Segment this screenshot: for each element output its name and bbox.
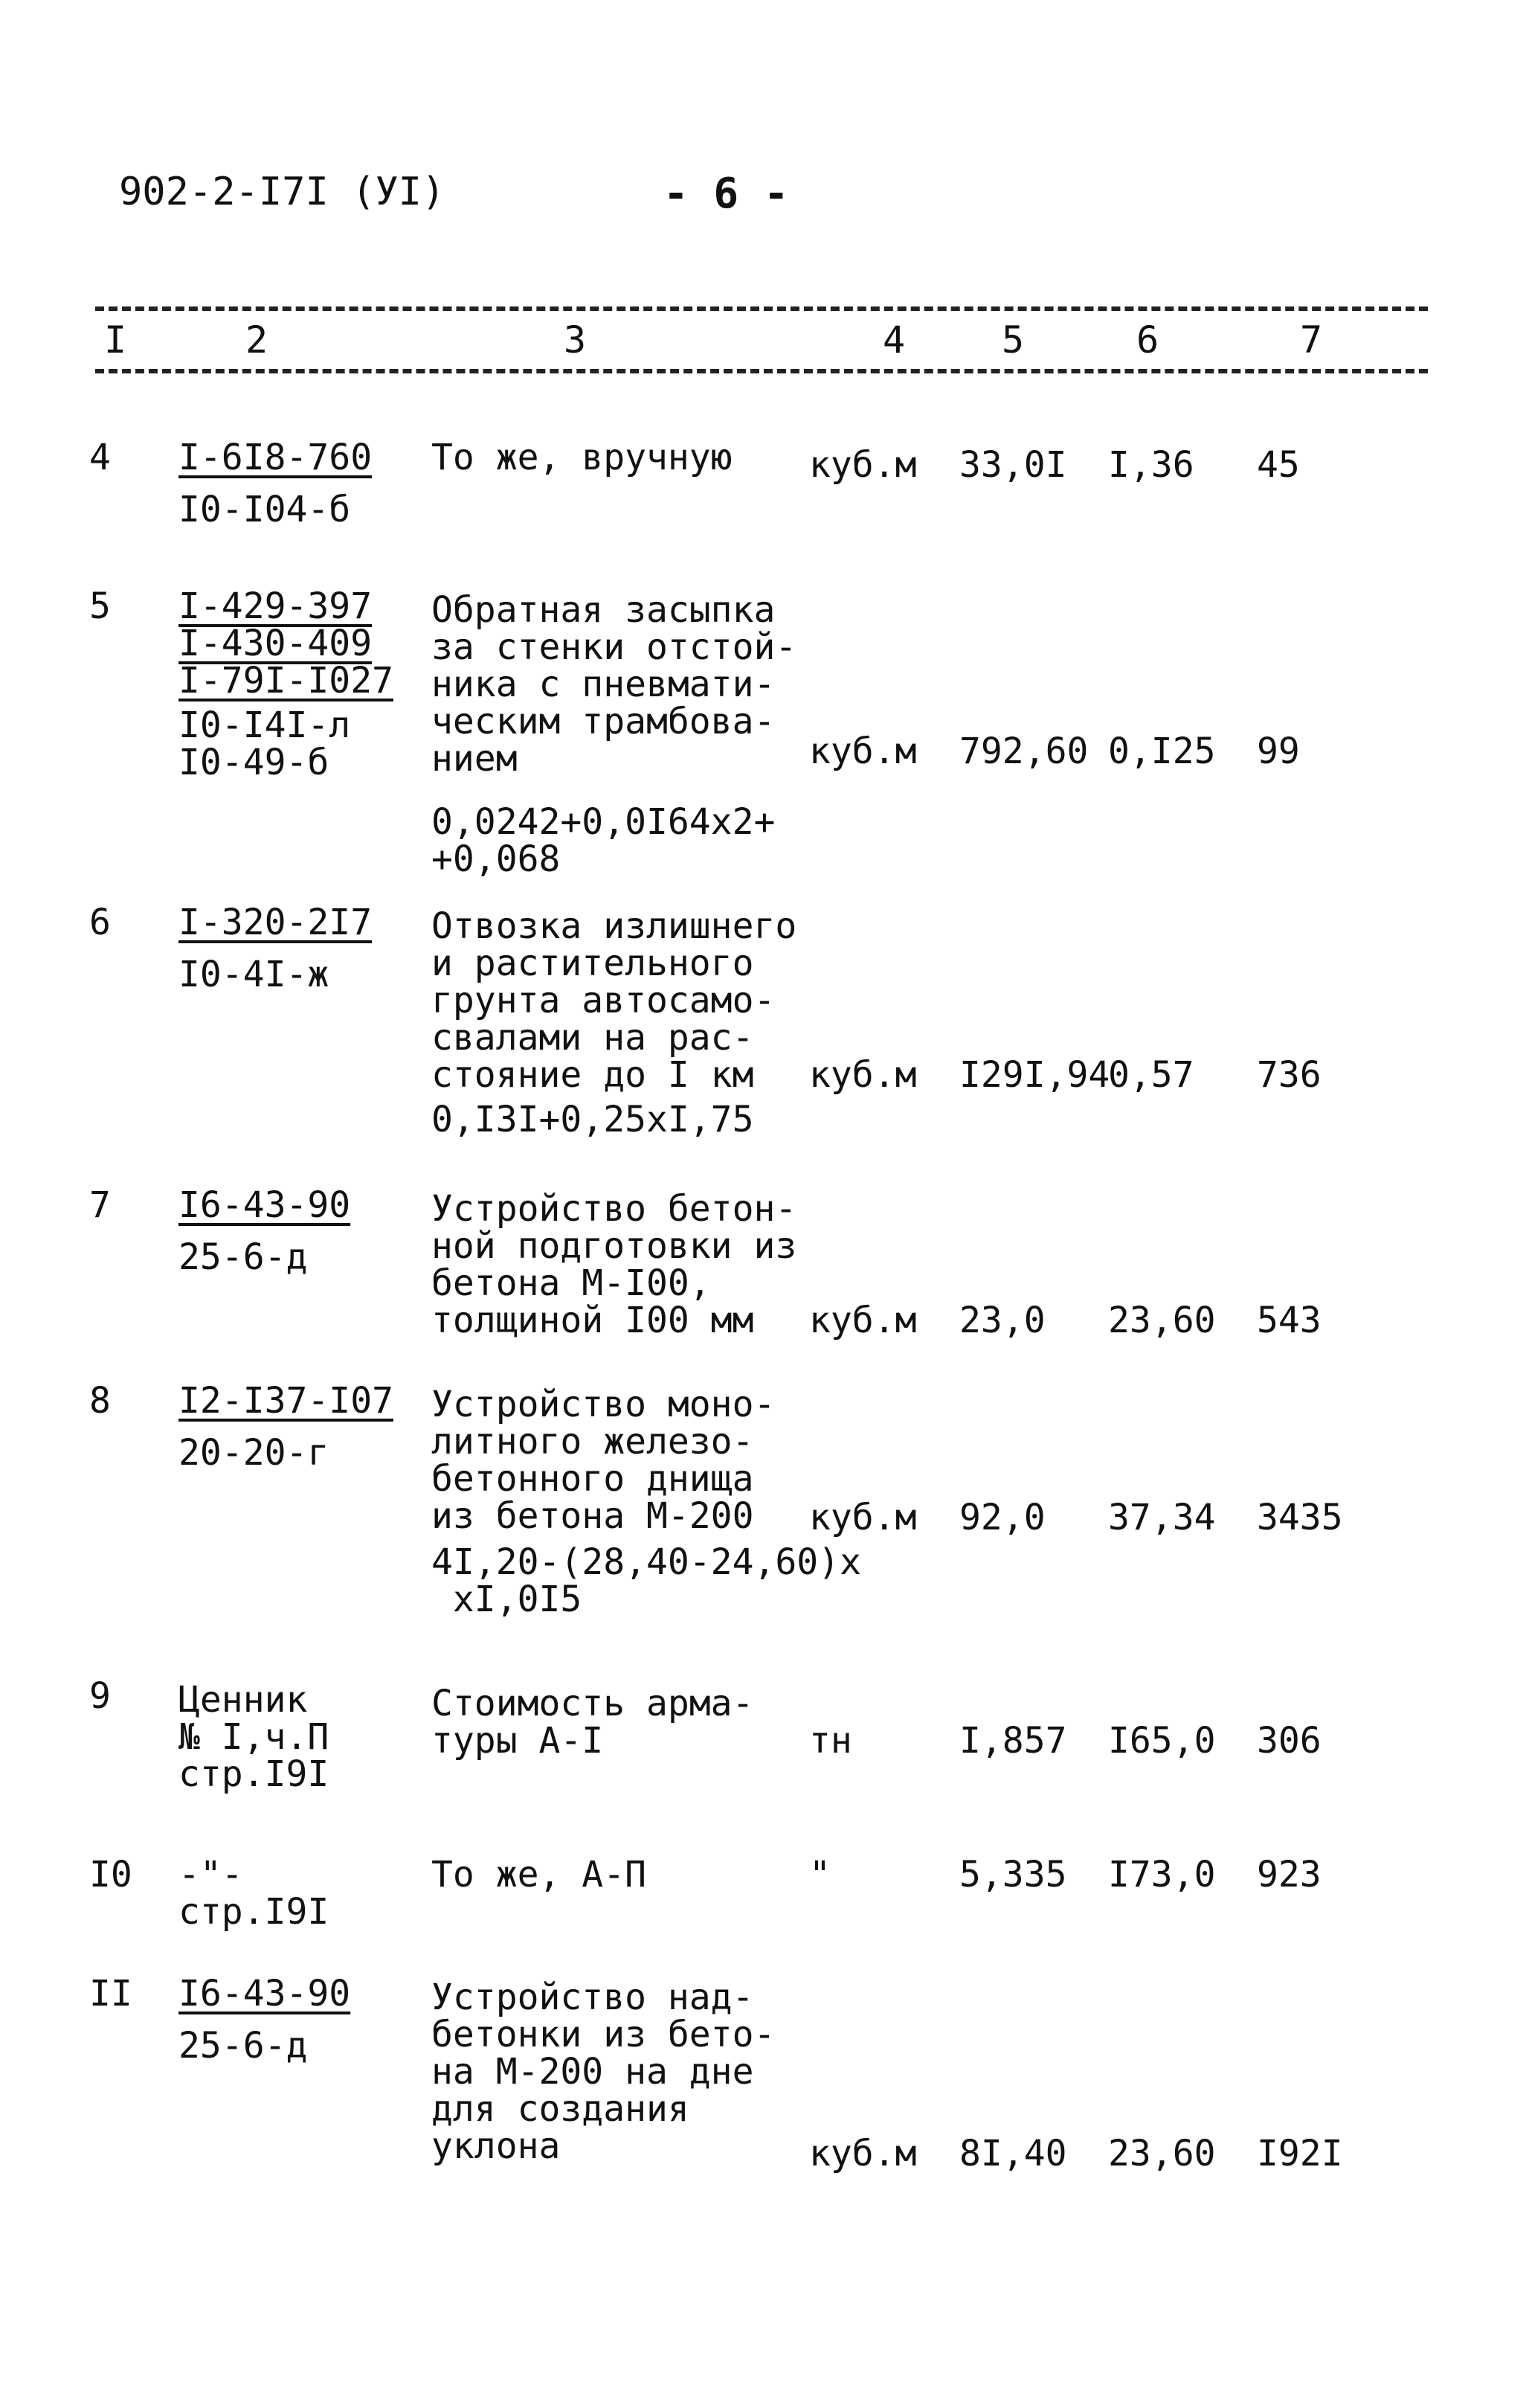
- unit-price: 23,60: [1108, 1300, 1216, 1341]
- unit-price: 0,57: [1108, 1054, 1194, 1096]
- total-cost: I92I: [1257, 2133, 1343, 2174]
- column-header-2: 2: [245, 318, 268, 362]
- unit-price: 37,34: [1108, 1497, 1216, 1538]
- total-cost: 923: [1257, 1854, 1322, 1895]
- price-reference: I0-I04-б: [178, 489, 351, 530]
- row-number: 5: [89, 585, 111, 627]
- total-cost: 306: [1257, 1720, 1322, 1762]
- unit: куб.м: [809, 2133, 917, 2174]
- price-reference: 25-6-д: [178, 2025, 308, 2067]
- volume-formula: 4I,20-(28,40-24,60)x xI,0I5: [431, 1541, 861, 1620]
- unit: куб.м: [809, 731, 917, 772]
- column-header-6: 6: [1136, 318, 1159, 362]
- unit-price: 23,60: [1108, 2133, 1216, 2174]
- norm-code: I6-43-90: [178, 1184, 351, 1226]
- row-number: II: [89, 1973, 132, 2014]
- volume-formula: 0,I3I+0,25xI,75: [431, 1099, 754, 1140]
- row-number: 6: [89, 902, 111, 943]
- price-reference: -"- стр.I9I: [178, 1854, 329, 1933]
- work-description: То же, вручную: [431, 437, 733, 478]
- row-number: 4: [89, 437, 111, 478]
- unit: куб.м: [809, 1497, 917, 1538]
- quantity: I,857: [959, 1720, 1067, 1762]
- work-description: Обратная засыпка за стенки отстой- ника с пневмати- ческим трамбова- нием: [431, 589, 797, 780]
- price-reference: Ценник № I,ч.П стр.I9I: [178, 1679, 329, 1795]
- quantity: I29I,94: [959, 1054, 1110, 1096]
- work-description: Устройство бетон- ной подготовки из бетона М-I00, толщиной I00 мм: [431, 1188, 797, 1341]
- total-cost: 736: [1257, 1054, 1322, 1096]
- column-header-1: I: [104, 318, 127, 362]
- work-description: Устройство моно- литного железо- бетонного днища из бетона М-200: [431, 1384, 776, 1537]
- quantity: 23,0: [959, 1300, 1046, 1341]
- quantity: 792,60: [959, 731, 1089, 772]
- price-reference: 25-6-д: [178, 1236, 308, 1278]
- quantity: 5,335: [959, 1854, 1067, 1895]
- work-description: Отвозка излишнего и растительного грунта автосамо- свалами на рас- стояние до I км: [431, 905, 797, 1096]
- price-reference: 20-20-г: [178, 1432, 329, 1474]
- column-header-4: 4: [883, 318, 906, 362]
- unit: тн: [809, 1720, 852, 1762]
- unit-price: I,36: [1108, 444, 1194, 486]
- price-reference: I0-4I-ж: [178, 954, 329, 995]
- unit: куб.м: [809, 444, 917, 486]
- total-cost: 543: [1257, 1300, 1322, 1341]
- total-cost: 99: [1257, 731, 1300, 772]
- volume-formula: 0,0242+0,0I64x2+ +0,068: [431, 801, 776, 880]
- norm-code: I-429-397 I-430-409 I-79I-I027: [178, 585, 393, 701]
- unit: куб.м: [809, 1054, 917, 1096]
- total-cost: 45: [1257, 444, 1300, 486]
- page-number: - 6 -: [663, 170, 789, 218]
- row-number: I0: [89, 1854, 132, 1895]
- price-reference: I0-I4I-л I0-49-б: [178, 704, 351, 783]
- header-bottom-dashed-line: [95, 369, 1428, 373]
- column-header-5: 5: [1002, 318, 1025, 362]
- unit-price: I73,0: [1108, 1854, 1216, 1895]
- norm-code: I6-43-90: [178, 1973, 351, 2014]
- norm-code: I2-I37-I07: [178, 1380, 393, 1422]
- column-header-7: 7: [1300, 318, 1323, 362]
- unit-price: I65,0: [1108, 1720, 1216, 1762]
- unit: ": [809, 1854, 831, 1895]
- quantity: 8I,40: [959, 2133, 1067, 2174]
- work-description: Устройство над- бетонки из бето- на М-200 на дне для создания уклона: [431, 1977, 776, 2167]
- header-top-dashed-line: [95, 306, 1428, 311]
- total-cost: 3435: [1257, 1497, 1343, 1538]
- quantity: 92,0: [959, 1497, 1046, 1538]
- work-description: Стоимость арма- туры А-I: [431, 1683, 754, 1762]
- norm-code: I-6I8-760: [178, 437, 373, 478]
- unit-price: 0,I25: [1108, 731, 1216, 772]
- row-number: 7: [89, 1184, 111, 1226]
- unit: куб.м: [809, 1300, 917, 1341]
- work-description: То же, А-П: [431, 1854, 646, 1895]
- row-number: 8: [89, 1380, 111, 1422]
- quantity: 33,0I: [959, 444, 1067, 486]
- document-code: 902-2-I7I (УI): [119, 170, 445, 214]
- row-number: 9: [89, 1675, 111, 1717]
- column-header-3: 3: [564, 318, 587, 362]
- norm-code: I-320-2I7: [178, 902, 373, 943]
